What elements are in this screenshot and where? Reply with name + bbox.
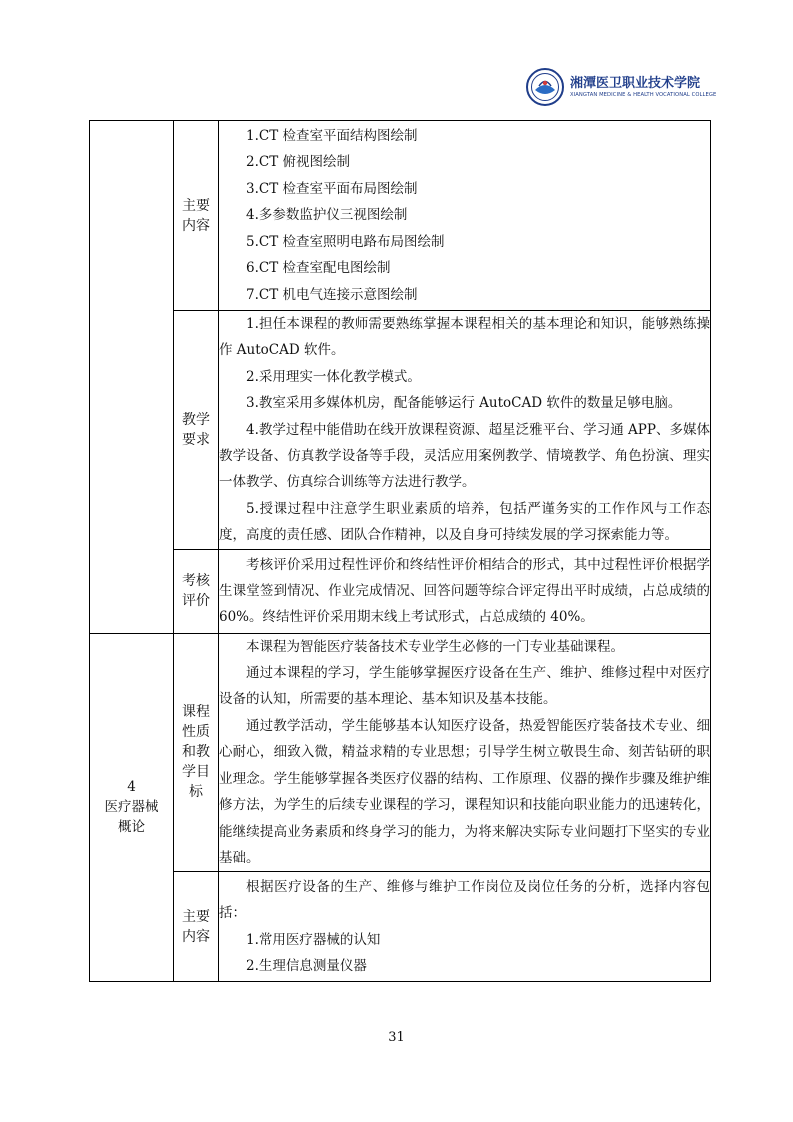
table-row xyxy=(90,872,711,982)
course-plan-table xyxy=(89,120,711,982)
category-cell: 主要 内容 xyxy=(174,121,219,311)
content-cell: 本课程为智能医疗装备技术专业学生必修的一门专业基础课程。 通过本课程的学习，学生能够掌握医疗设备在生产、维护、维修过程中对医疗设备的认知，所需要的基本理论、基本知识及基本技能。 通过教学活动，学生能够基本认知医疗设备，热爱智能医疗装备技术专业、细心耐心，细致入微，精益求精的专业思想；引导学生树立敬畏生命、刻苦钻研的职业理念。学生能够掌握各类医疗仪器的结构、工作原理、仪器的操作步骤及维护维修方法，为学生的后续专业课程的学习，课程知识和技能向职业能力的迅速转化，能继续提高业务素质和终身学习的能力，为将来解决实际专业问题打下坚实的专业基础。 xyxy=(219,633,711,872)
content-cell: 1.CT 检查室平面结构图绘制 2.CT 俯视图绘制 3.CT 检查室平面布局图绘制 4.多参数监护仪三视图绘制 5.CT 检查室照明电路布局图绘制 6.CT 检查室配电图绘制 7.CT 机电气连接示意图绘制 xyxy=(219,121,711,311)
course-number: 4 xyxy=(127,779,136,796)
table-row xyxy=(90,549,711,633)
college-name-english: XIANGTAN MEDICINE & HEALTH VOCATIONAL COLLEGE xyxy=(570,92,717,98)
course-name-cell xyxy=(90,633,174,982)
table-row xyxy=(90,121,711,311)
table-row xyxy=(90,633,711,872)
category-cell: 主要 内容 xyxy=(174,872,219,982)
category-cell: 教学 要求 xyxy=(174,311,219,550)
college-name: 湘潭医卫职业技术学院 xyxy=(570,76,701,91)
table-row xyxy=(90,311,711,550)
content-cell: 1.担任本课程的教师需要熟练掌握本课程相关的基本理论和知识，能够熟练操作 AutoCAD 软件。 2.采用理实一体化教学模式。 3.教室采用多媒体机房，配备能够运行 AutoCAD 软件的数量足够电脑。 4.教学过程中能借助在线开放课程资源、超星泛雅平台、学习通 APP、多媒体教学设备、仿真教学设备等手段，灵活应用案例教学、情境教学、角色扮演、理实一体教学、仿真综合训练等方法进行教学。 5.授课过程中注意学生职业素质的培养，包括严谨务实的工作作风与工作态度，高度的责任感、团队合作精神，以及自身可持续发展的学习探索能力等。 xyxy=(219,311,711,550)
category-cell: 考核 评价 xyxy=(174,549,219,633)
page-number: 31 xyxy=(388,1030,405,1045)
college-logo xyxy=(526,68,717,106)
category-cell: 课程 性质 和教 学目 标 xyxy=(174,633,219,872)
course-name-line: 医疗器械 xyxy=(104,799,159,816)
content-cell: 根据医疗设备的生产、维修与维护工作岗位及岗位任务的分析，选择内容包括： 1.常用医疗器械的认知 2.生理信息测量仪器 xyxy=(219,872,711,982)
course-name-line: 概论 xyxy=(118,819,145,836)
course-name-cell xyxy=(90,121,174,634)
content-cell: 考核评价采用过程性评价和终结性评价相结合的形式，其中过程性评价根据学生课堂签到情况、作业完成情况、回答问题等综合评定得出平时成绩，占总成绩的 60%。终结性评价采用期末线上考试形式，占总成绩的 40%。 xyxy=(219,549,711,633)
college-seal-icon xyxy=(526,68,564,106)
